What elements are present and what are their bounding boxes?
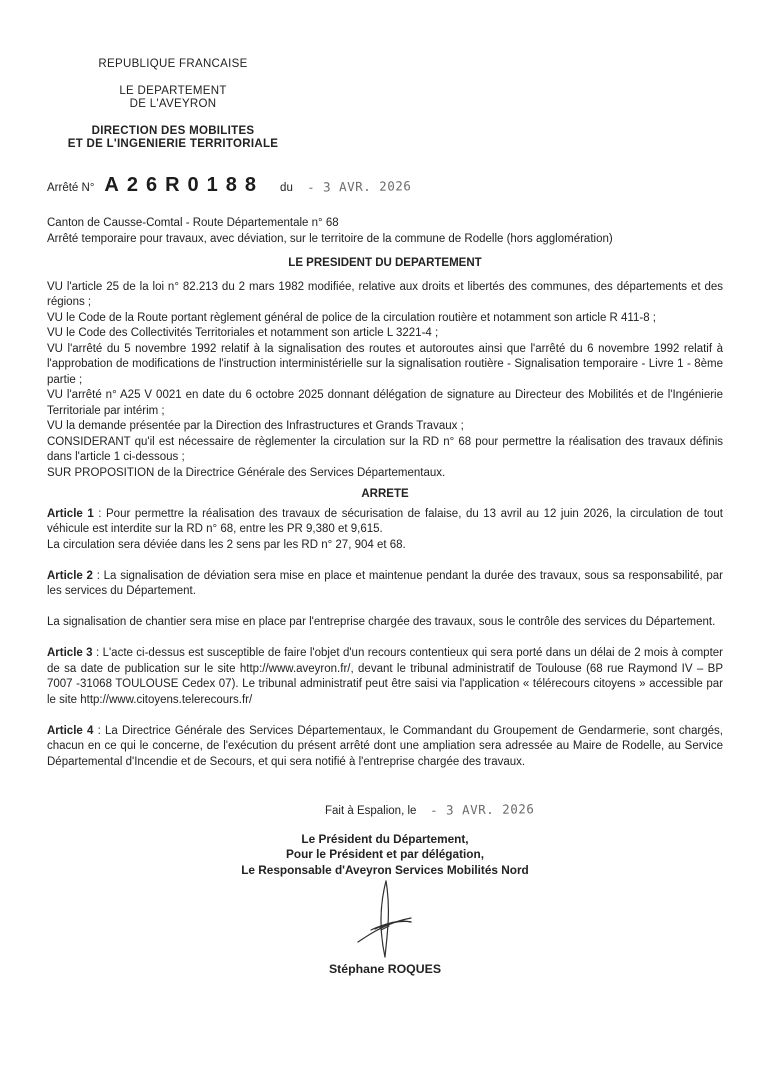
article-label: Article 2 <box>47 569 93 582</box>
recital-paragraph: CONSIDERANT qu'il est nécessaire de règlementer la circulation sur la RD n° 68 pour permettre la réalisation des travaux définis dans l'article 1 ci-dessous ; <box>47 435 723 463</box>
article-paragraph <box>47 569 723 600</box>
article-paragraph <box>47 615 723 631</box>
decree-number: A26R0188 <box>104 173 265 196</box>
subject-description-line: Arrêté temporaire pour travaux, avec déviation, sur le territoire de la commune de Rodelle (hors agglomération) <box>47 232 613 245</box>
recital-paragraph: SUR PROPOSITION de la Directrice Générale des Services Départementaux. <box>47 466 446 479</box>
arrete-heading: ARRETE <box>361 488 409 500</box>
article-label: Article 1 <box>47 507 94 520</box>
article-continuation: La circulation sera déviée dans les 2 sens par les RD n° 27, 904 et 68. <box>47 538 406 551</box>
article-body: La signalisation de chantier sera mise en place par l'entreprise chargée des travaux, sous le contrôle des services du Département. <box>47 616 716 628</box>
decree-date-stamp: - 3 AVR. 2026 <box>306 177 412 195</box>
president-heading: LE PRESIDENT DU DEPARTEMENT <box>288 257 482 269</box>
recitals-block <box>47 280 723 482</box>
signature-scribble-icon <box>353 880 417 960</box>
articles-block <box>47 507 723 771</box>
signature-block <box>47 832 723 978</box>
article-label: Article 4 <box>47 724 94 737</box>
article-body: : Pour permettre la réalisation des travaux de sécurisation de falaise, du 13 avril au 12 juin 2026, la circulation de tout véhicule est interdite sur la RD n° 68, entre les PR 9,380 et 9,615. <box>47 507 723 535</box>
delegation-line: Pour le Président et par délégation, <box>286 847 484 861</box>
article-body: : La Directrice Générale des Services Départementaux, le Commandant du Groupement de Gendarmerie, sont chargés, chacun en ce qui le concerne, de l'exécution du présent arrêté dont une ampliation sera adressée au Maire de Rodelle, au Service Départemental d'Incendie et de Secours, et qui sera notifié à l'entreprise chargée des travaux. <box>47 724 723 768</box>
article-body: : L'acte ci-dessus est susceptible de faire l'objet d'un recours contentieux qui sera porté dans un délai de 2 mois à compter de sa date de publication sur le site http://www.aveyron.fr/, devant le tribunal administratif de Toulouse (68 rue Raymond IV – BP 7007 -31068 TOULOUSE Cedex 07). Le tribunal administratif peut être saisi via l'application « télérecours citoyens » accessible par le site http://www.citoyens.telerecours.fr/ <box>47 647 723 706</box>
recital-paragraph: VU la demande présentée par la Direction des Infrastructures et Grands Travaux ; <box>47 420 464 432</box>
subject-block <box>47 216 723 247</box>
department-title-line2: DE L'AVEYRON <box>129 98 217 110</box>
article-body: : La signalisation de déviation sera mise en place et maintenue pendant la durée des travaux, sous sa responsabilité, par les services du Département. <box>47 569 724 597</box>
place-date-row <box>325 802 723 820</box>
recital-paragraph: VU le Code des Collectivités Territoriales et notamment son article L 3221-4 ; <box>47 327 439 339</box>
department-title-line1: LE DEPARTEMENT <box>119 84 227 97</box>
direction-title-line1: DIRECTION DES MOBILITES <box>91 124 255 137</box>
delegation-line: Le Président du Département, <box>301 831 469 846</box>
recital-paragraph: VU l'arrêté du 5 novembre 1992 relatif à la signalisation des routes et autoroutes ainsi que l'arrêté du 6 novembre 1992 relatif à l'approbation de modifications de l'instruction interministérielle sur la signalisation routière - Signalisation temporaire - Livre 1 - 8ème partie ; <box>47 342 723 386</box>
closing-date-stamp: - 3 AVR. 2026 <box>430 801 535 818</box>
signatory-name: Stéphane ROQUES <box>328 962 442 976</box>
article-paragraph <box>47 507 723 538</box>
recital-paragraph: VU l'article 25 de la loi n° 82.213 du 2 mars 1982 modifiée, relative aux droits et libertés des communes, des départements et des régions ; <box>47 280 723 308</box>
decree-du-label: du <box>280 181 293 194</box>
decree-number-row <box>47 173 723 197</box>
recital-paragraph: VU le Code de la Route portant règlement général de police de la circulation routière et notamment son article R 411-8 ; <box>47 311 656 324</box>
fait-label: Fait à Espalion, le <box>325 805 417 817</box>
decree-label: Arrêté N° <box>47 181 95 194</box>
direction-title-line2: ET DE L'INGENIERIE TERRITORIALE <box>67 138 279 150</box>
letterhead <box>47 58 299 152</box>
subject-canton-line: Canton de Causse-Comtal - Route Départementale n° 68 <box>47 217 339 229</box>
delegation-line: Le Responsable d'Aveyron Services Mobilités Nord <box>241 862 529 877</box>
recital-paragraph: VU l'arrêté n° A25 V 0021 en date du 6 octobre 2025 donnant délégation de signature au Directeur des Mobilités et de l'Ingénierie Territoriale par intérim ; <box>47 389 723 417</box>
article-paragraph <box>47 646 723 708</box>
republic-title: REPUBLIQUE FRANCAISE <box>98 58 248 70</box>
article-label: Article 3 <box>47 647 93 659</box>
article-paragraph <box>47 724 723 771</box>
